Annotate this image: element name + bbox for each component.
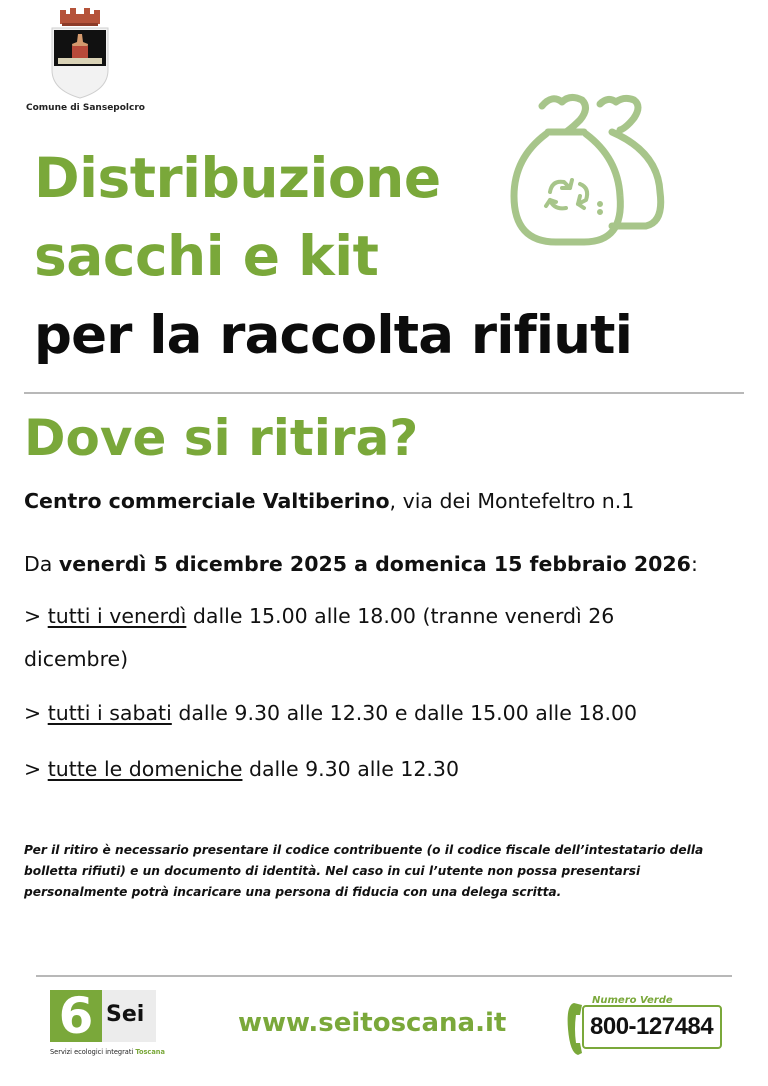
bullet-marker: > bbox=[24, 701, 48, 725]
period-dates: venerdì 5 dicembre 2025 a domenica 15 febbraio 2026 bbox=[58, 552, 691, 576]
pickup-address bbox=[24, 486, 634, 516]
sei-logo bbox=[50, 987, 165, 1062]
sei-logo-subtitle bbox=[50, 1048, 165, 1056]
schedule-day: tutte le domeniche bbox=[47, 757, 243, 781]
distribution-period bbox=[24, 549, 698, 579]
municipality-name: Comune di Sansepolcro bbox=[26, 103, 145, 113]
schedule-hours: dalle 9.30 alle 12.30 e dalle 15.00 alle 18.00 bbox=[171, 701, 638, 725]
divider bbox=[24, 392, 744, 394]
period-suffix: : bbox=[690, 552, 698, 576]
requirements-note: Per il ritiro è necessario presentare il codice contribuente (o il codice fiscale dell’intestatario della bolletta rifiuti) e un documento di identità. Nel caso in cui l’utente non possa presentarsi personalmente potrà incaricare una persona di fiducia con una delega scritta. bbox=[24, 843, 704, 899]
sei-logo-number: 6 bbox=[58, 987, 94, 1045]
where-heading: Dove si ritira? bbox=[24, 409, 419, 467]
period-prefix: Da bbox=[24, 552, 59, 576]
bullet-marker: > bbox=[24, 757, 48, 781]
divider bbox=[36, 975, 732, 977]
schedule-day: tutti i venerdì bbox=[47, 604, 187, 628]
sei-subtitle-text: Servizi ecologici integrati bbox=[50, 1048, 136, 1056]
schedule-item bbox=[24, 698, 637, 728]
schedule-hours: dalle 9.30 alle 12.30 bbox=[242, 757, 460, 781]
pickup-place: Centro commerciale Valtiberino bbox=[24, 489, 390, 513]
crest-icon bbox=[48, 8, 112, 100]
bullet-marker: > bbox=[24, 604, 48, 628]
waste-bags-recycle-icon bbox=[508, 92, 668, 252]
sei-subtitle-accent: Toscana bbox=[135, 1048, 165, 1056]
hotline bbox=[564, 993, 728, 1059]
schedule-item bbox=[24, 754, 459, 784]
pickup-street: , via dei Montefeltro n.1 bbox=[389, 489, 635, 513]
sei-logo-word: Sei bbox=[106, 1002, 145, 1027]
title-line-3: per la raccolta rifiuti bbox=[34, 305, 633, 366]
hotline-number[interactable]: 800-127484 bbox=[590, 1013, 714, 1040]
website-link[interactable]: www.seitoscana.it bbox=[238, 1008, 507, 1038]
schedule-day: tutti i sabati bbox=[47, 701, 172, 725]
schedule-hours: dalle 15.00 alle 18.00 (tranne venerdì 26 bbox=[186, 604, 615, 628]
title-line-1: Distribuzione bbox=[34, 146, 441, 210]
title-line-2: sacchi e kit bbox=[34, 224, 379, 288]
hotline-label: Numero Verde bbox=[592, 995, 673, 1006]
schedule-item-continuation: dicembre) bbox=[24, 647, 129, 671]
schedule-item bbox=[24, 601, 614, 631]
